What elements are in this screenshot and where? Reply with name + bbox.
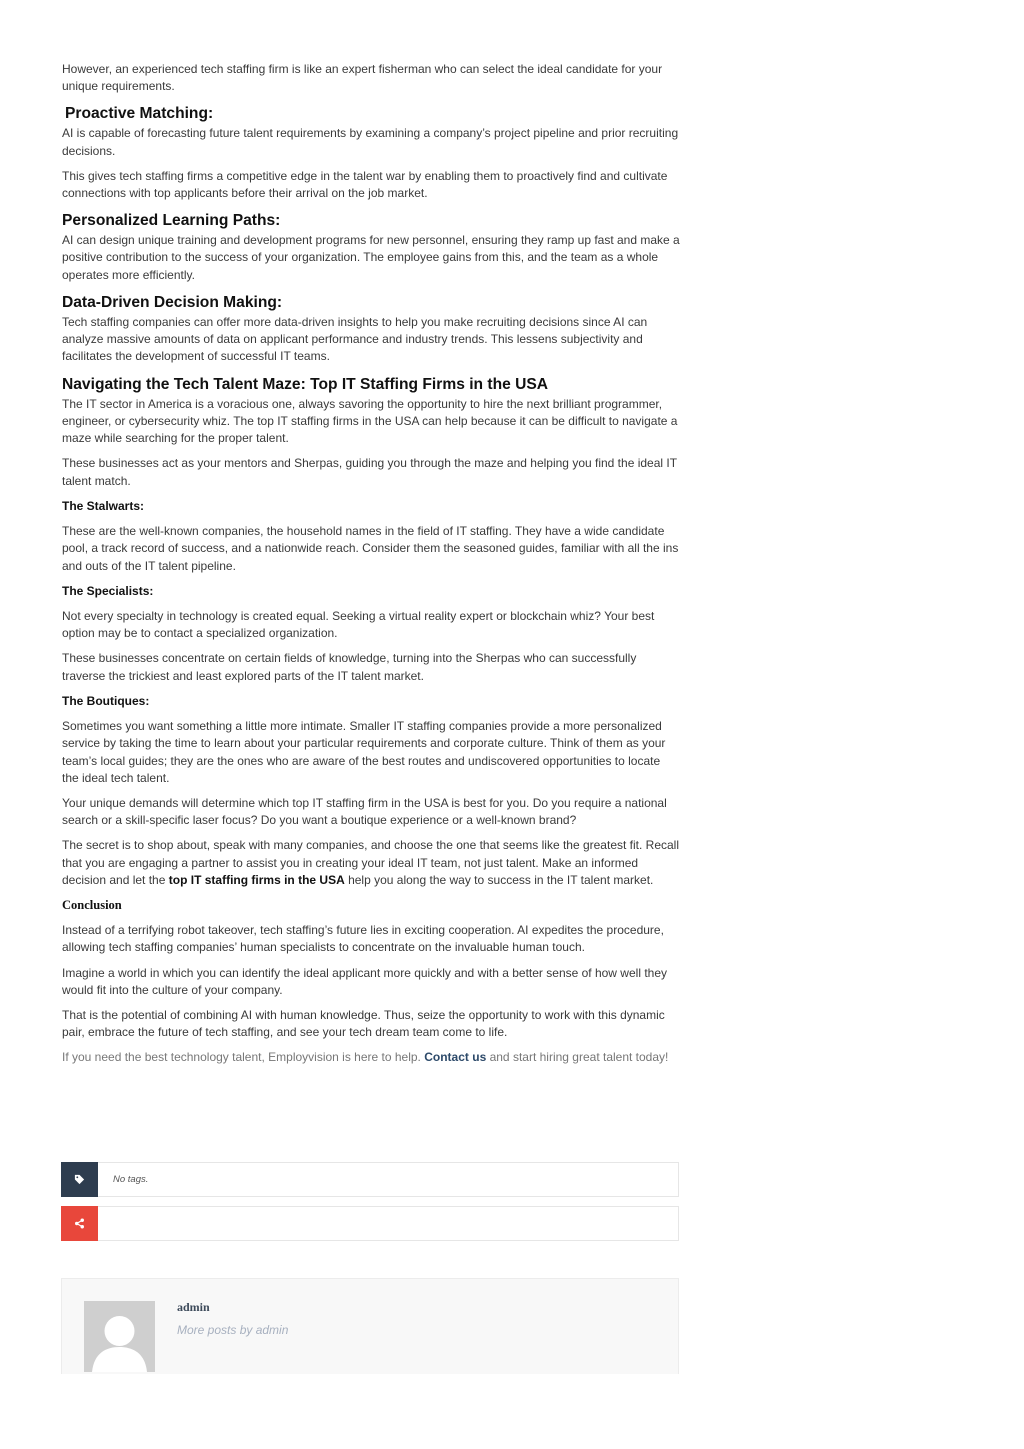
paragraph: That is the potential of combining AI with human knowledge. Thus, seize the opportunity to work with this dynamic pair, embrace the future of tech staffing, and see your tech dream team come to life. — [62, 1007, 665, 1040]
section-heading: Navigating the Tech Talent Maze: Top IT Staffing Firms in the USA — [62, 375, 549, 393]
paragraph: The IT sector in America is a voracious one, always savoring the opportunity to hire the next brilliant programmer, engineer, or cybersecurity whiz. The top IT staffing firms in the USA can help because it can be difficult to navigate a maze while searching for the proper talent. — [62, 396, 678, 446]
more-posts-link[interactable]: More posts by admin — [177, 1323, 289, 1337]
contact-us-link[interactable]: Contact us — [424, 1050, 487, 1065]
text-run: and start hiring great talent today! — [486, 1050, 669, 1065]
tags-text: No tags. — [113, 1174, 149, 1185]
paragraph: Your unique demands will determine which top IT staffing firm in the USA is best for you. Do you require a national search or a skill-specific laser focus? Do you want a boutique experience or a well-known brand? — [62, 795, 667, 828]
paragraph: AI can design unique training and development programs for new personnel, ensuring they ramp up fast and make a positive contribution to the success of your organization. The employee gains from this, and the team as a whole operates more efficiently. — [62, 233, 680, 282]
paragraph: Tech staffing companies can offer more data-driven insights to help you make recruiting decisions since AI can analyze massive amounts of data on applicant performance and industry trends. This lessens subjectivity and facilitates the development of successful IT teams. — [62, 314, 648, 364]
subsection-label: The Boutiques: — [62, 693, 150, 708]
text-run: help you along the way to success in the IT talent market. — [344, 872, 654, 887]
author-name[interactable]: admin — [177, 1300, 210, 1314]
avatar-placeholder-icon — [84, 1301, 155, 1372]
subsection-label: The Stalwarts: — [62, 498, 145, 513]
paragraph: These are the well-known companies, the household names in the field of IT staffing. They have a wide candidate pool, a track record of success, and a nationwide reach. Consider them the seasoned guides, familiar with all the ins and outs of the IT talent pipeline. — [62, 523, 679, 573]
share-icon-box[interactable] — [61, 1206, 98, 1241]
paragraph: These businesses concentrate on certain fields of knowledge, turning into the Sherpas who can successfully traverse the trickiest and least explored parts of the IT talent market. — [62, 651, 637, 683]
tags-icon-box — [61, 1162, 98, 1197]
subsection-label: The Specialists: — [62, 583, 154, 598]
tag-icon — [74, 1174, 85, 1185]
share-bar — [61, 1206, 679, 1241]
paragraph: Instead of a terrifying robot takeover, tech staffing’s future lies in exciting cooperation. AI expedites the procedure, allowing tech staffing companies’ human specialists to concentrate on the invaluable human touch. — [62, 923, 664, 955]
paragraph: However, an experienced tech staffing firm is like an expert fisherman who can select the ideal candidate for your unique requirements. — [62, 62, 663, 94]
conclusion-heading: Conclusion — [62, 898, 122, 913]
avatar[interactable] — [84, 1301, 155, 1372]
text-run: The secret is to shop about, speak with many companies, and choose the one that seems like the greatest fit. Recall that you are engaging a partner to assist you in creating your ideal IT team, not just talent. Make an informed decision and let the — [62, 838, 680, 887]
paragraph: Sometimes you want something a little more intimate. Smaller IT staffing companies provide a more personalized service by taking the time to learn about your particular requirements and corporate culture. Think of them as your team’s local guides; they are the ones who are aware of the best routes and undiscovered opportunities to locate the ideal tech talent. — [62, 718, 666, 785]
paragraph: AI is capable of forecasting future talent requirements by examining a company’s project pipeline and prior recruiting decisions. — [62, 126, 679, 158]
section-heading: Personalized Learning Paths: — [62, 212, 281, 230]
article-body — [62, 61, 680, 1074]
text-run: If you need the best technology talent, Employvision is here to help. — [62, 1050, 425, 1065]
paragraph — [62, 837, 680, 889]
section-heading: Data-Driven Decision Making: — [62, 293, 283, 311]
paragraph: Imagine a world in which you can identify the ideal applicant more quickly and with a better sense of how well they would fit into the culture of your company. — [62, 965, 667, 997]
tags-bar — [61, 1162, 679, 1197]
paragraph: These businesses act as your mentors and Sherpas, guiding you through the maze and helping you find the ideal IT talent match. — [62, 456, 677, 488]
call-to-action — [62, 1049, 680, 1066]
share-icon — [74, 1218, 85, 1229]
paragraph: Not every specialty in technology is created equal. Seeking a virtual reality expert or blockchain whiz? Your best option may be to contact a specialized organization. — [62, 608, 655, 641]
paragraph: This gives tech staffing firms a competitive edge in the talent war by enabling them to proactively find and cultivate connections with top applicants before their arrival on the job market. — [62, 168, 668, 201]
bold-keyword: top IT staffing firms in the USA — [168, 872, 345, 887]
section-heading: Proactive Matching: — [65, 105, 214, 123]
author-box — [61, 1278, 679, 1374]
